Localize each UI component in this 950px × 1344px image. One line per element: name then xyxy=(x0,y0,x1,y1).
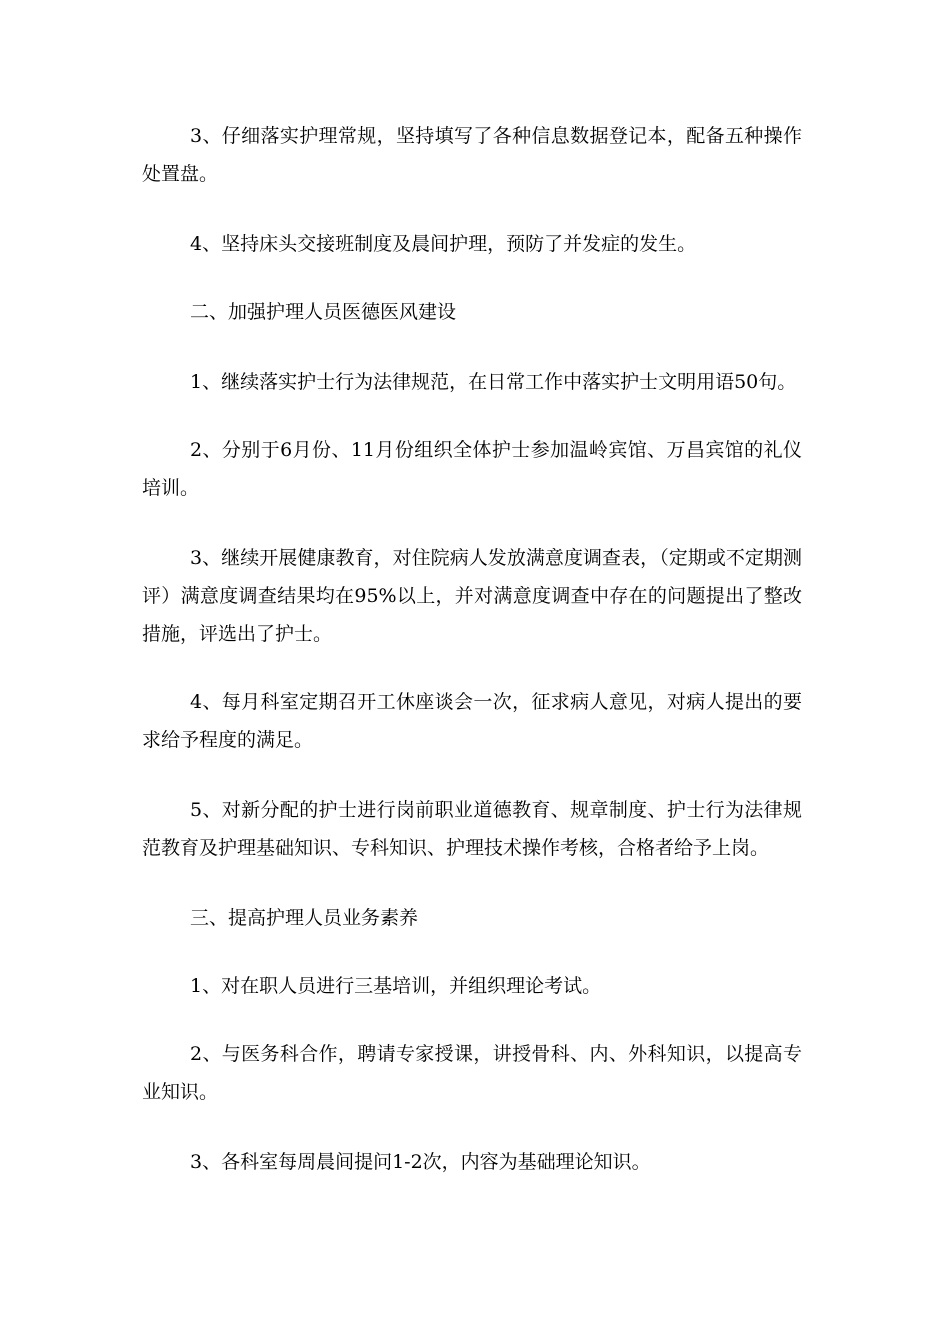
paragraph-item-1-basic-training: 1、对在职人员进行三基培训，并组织理论考试。 xyxy=(190,975,602,997)
paragraph-item-3-health-education: 3、继续开展健康教育，对住院病人发放满意度调查表，（定期或不定期测评）满意度调查结果均在95%以上，并对满意度调查中存在的问题提出了整改措施，评选出了护士。 xyxy=(142,547,802,645)
paragraph-item-2-expert-lectures: 2、与医务科合作，聘请专家授课，讲授骨科、内、外科知识，以提高专业知识。 xyxy=(142,1043,802,1103)
paragraph-item-5-new-nurse-training: 5、对新分配的护士进行岗前职业道德教育、规章制度、护士行为法律规范教育及护理基础知识、专科知识、护理技术操作考核，合格者给予上岗。 xyxy=(142,799,802,859)
section-heading-2: 二、加强护理人员医德医风建设 xyxy=(190,301,457,323)
paragraph-item-2-etiquette-training: 2、分别于6月份、11月份组织全体护士参加温岭宾馆、万昌宾馆的礼仪培训。 xyxy=(142,439,802,499)
paragraph-item-4-patient-meetings: 4、每月科室定期召开工休座谈会一次，征求病人意见，对病人提出的要求给予程度的满足。 xyxy=(142,691,802,751)
paragraph-item-3-morning-questions: 3、各科室每周晨间提问1-2次，内容为基础理论知识。 xyxy=(190,1151,651,1173)
paragraph-item-1-conduct-norms: 1、继续落实护士行为法律规范，在日常工作中落实护士文明用语50句。 xyxy=(190,371,797,393)
paragraph-item-4-bedside-handover: 4、坚持床头交接班制度及晨间护理，预防了并发症的发生。 xyxy=(190,233,697,255)
section-heading-3: 三、提高护理人员业务素养 xyxy=(190,907,419,929)
paragraph-item-3-nursing-routine: 3、仔细落实护理常规，坚持填写了各种信息数据登记本，配备五种操作处置盘。 xyxy=(142,125,802,185)
